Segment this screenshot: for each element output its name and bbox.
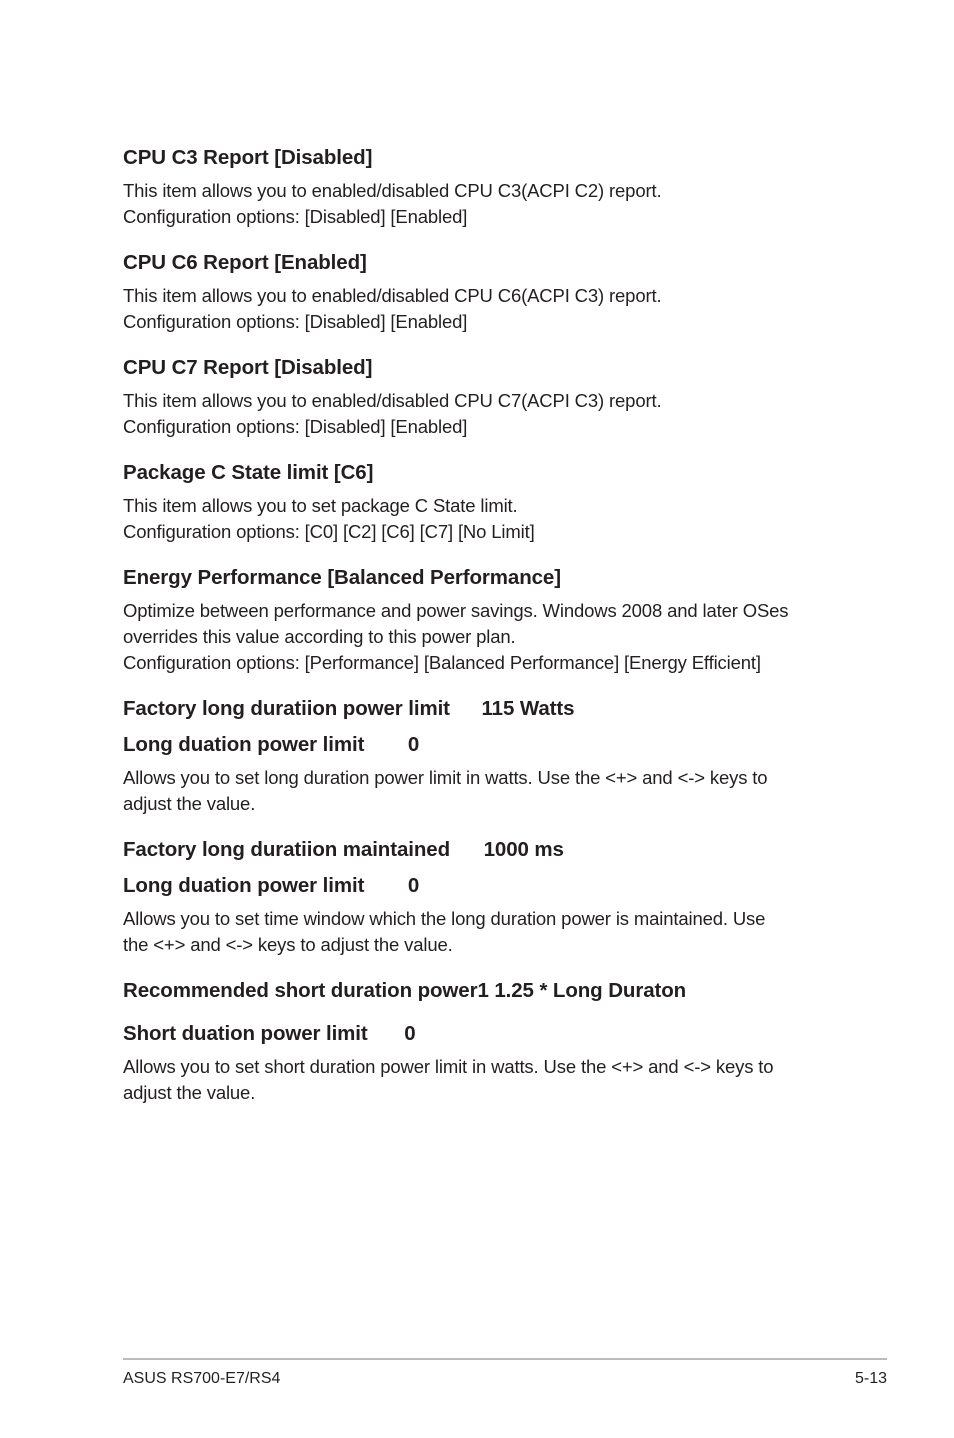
setting-value: 0	[404, 1022, 416, 1045]
section-long-duration-power-limit	[123, 695, 843, 817]
description-line: Allows you to set long duration power limit in watts. Use the <+> and <-> keys to	[123, 767, 768, 788]
section-short-duration-power-limit	[123, 977, 843, 1106]
section-description	[123, 1054, 843, 1106]
section-package-c-state-limit	[123, 459, 843, 545]
setting-heading	[123, 731, 843, 759]
section-heading: CPU C7 Report [Disabled]	[123, 356, 373, 379]
setting-heading	[123, 872, 843, 900]
description-line: Configuration options: [Disabled] [Enabled]	[123, 206, 468, 227]
factory-value-heading	[123, 836, 843, 864]
section-description	[123, 906, 843, 958]
description-line: Optimize between performance and power savings. Windows 2008 and later OSes	[123, 600, 789, 621]
factory-label: Factory long duratiion power limit	[123, 697, 450, 720]
description-line: This item allows you to enabled/disabled CPU C3(ACPI C2) report.	[123, 180, 662, 201]
section-cpu-c3-report	[123, 144, 843, 230]
section-heading: Energy Performance [Balanced Performance]	[123, 566, 561, 589]
section-heading: CPU C6 Report [Enabled]	[123, 251, 367, 274]
footer-divider	[123, 1358, 887, 1360]
section-long-duration-maintained	[123, 836, 843, 958]
footer-page-number: 5-13	[854, 1370, 887, 1387]
factory-label: Recommended short duration power1 1.25 * Long Duraton	[123, 979, 687, 1002]
factory-value: 1000 ms	[483, 838, 564, 861]
section-energy-performance	[123, 564, 843, 676]
description-line: adjust the value.	[123, 1082, 256, 1103]
description-line: This item allows you to enabled/disabled CPU C7(ACPI C3) report.	[123, 390, 662, 411]
section-cpu-c6-report	[123, 249, 843, 335]
setting-label: Long duation power limit	[123, 733, 365, 756]
setting-label: Short duation power limit	[123, 1022, 368, 1045]
description-line: Configuration options: [Disabled] [Enabled]	[123, 416, 468, 437]
description-line: Allows you to set short duration power limit in watts. Use the <+> and <-> keys to	[123, 1056, 774, 1077]
setting-heading	[123, 1020, 843, 1048]
description-line: Configuration options: [C0] [C2] [C6] [C7] [No Limit]	[123, 521, 535, 542]
section-heading: Package C State limit [C6]	[123, 461, 374, 484]
section-cpu-c7-report	[123, 354, 843, 440]
section-description	[123, 283, 843, 335]
setting-value: 0	[407, 733, 420, 756]
section-heading: CPU C3 Report [Disabled]	[123, 146, 373, 169]
factory-label: Factory long duratiion maintained	[123, 838, 451, 861]
setting-label: Long duation power limit	[123, 874, 365, 897]
setting-value: 0	[407, 874, 420, 897]
description-line: Configuration options: [Performance] [Balanced Performance] [Energy Efficient]	[123, 652, 761, 673]
description-line: This item allows you to enabled/disabled CPU C6(ACPI C3) report.	[123, 285, 662, 306]
section-description	[123, 178, 843, 230]
section-description	[123, 765, 843, 817]
section-description	[123, 493, 843, 545]
description-line: Configuration options: [Disabled] [Enabled]	[123, 311, 468, 332]
description-line: overrides this value according to this power plan.	[123, 626, 516, 647]
factory-value-heading	[123, 695, 843, 723]
footer-product-name: ASUS RS700-E7/RS4	[123, 1370, 281, 1387]
description-line: the <+> and <-> keys to adjust the value.	[123, 934, 453, 955]
factory-value: 115 Watts	[481, 697, 575, 720]
section-description	[123, 598, 843, 676]
description-line: adjust the value.	[123, 793, 256, 814]
description-line: This item allows you to set package C State limit.	[123, 495, 518, 516]
factory-value-heading	[123, 977, 843, 1005]
description-line: Allows you to set time window which the long duration power is maintained. Use	[123, 908, 766, 929]
manual-page-content	[123, 144, 843, 1125]
section-description	[123, 388, 843, 440]
